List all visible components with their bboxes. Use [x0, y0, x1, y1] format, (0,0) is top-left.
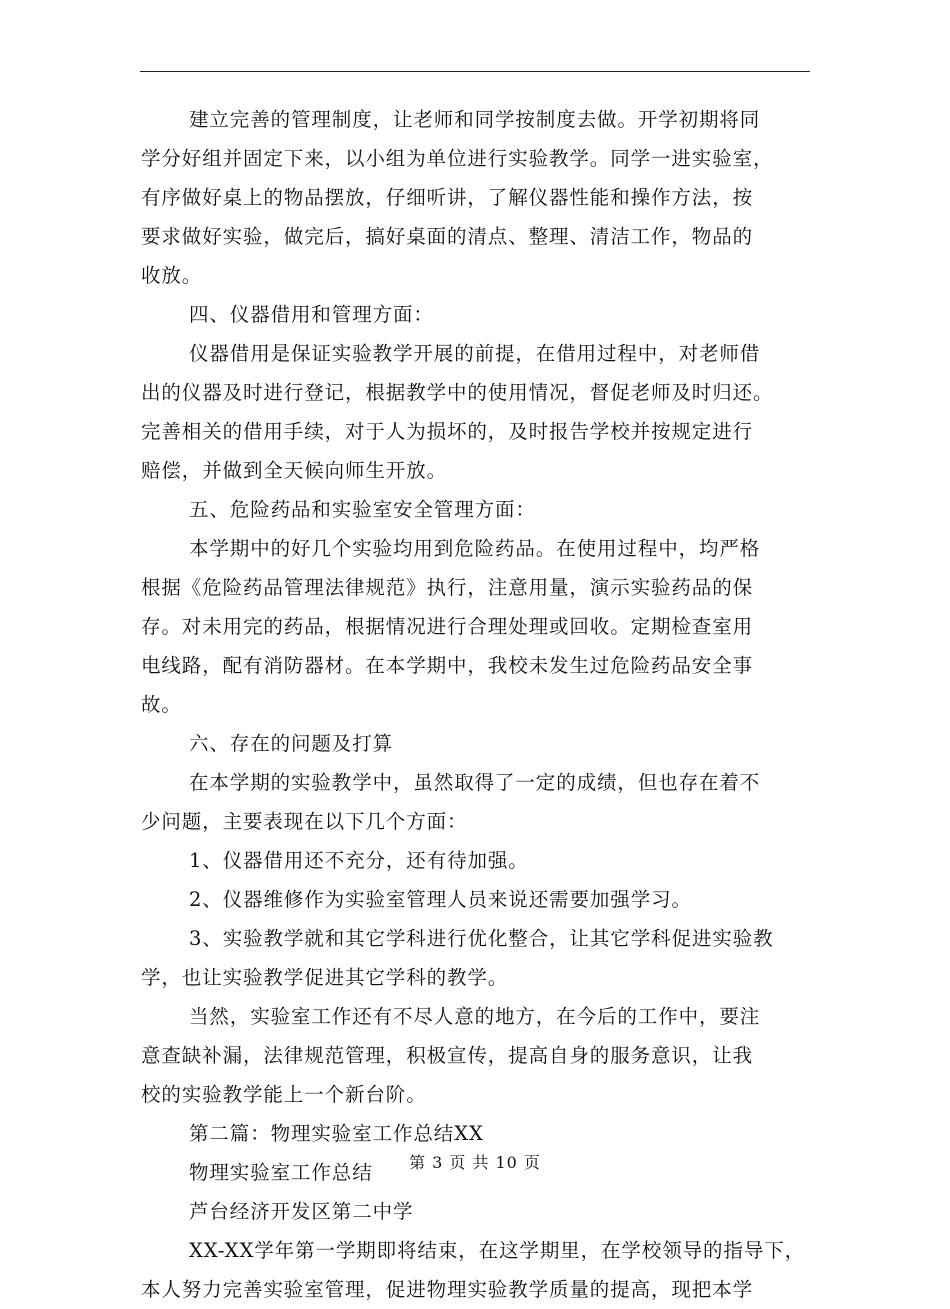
text-line: 电线路，配有消防器材。在本学期中，我校未发生过危险药品安全事: [141, 654, 754, 677]
text-line: 意查缺补漏，法律规范管理，积极宣传，提高自身的服务意识，让我: [141, 1044, 754, 1067]
text-line: 五、危险药品和实验室安全管理方面：: [189, 498, 536, 521]
footer-suffix: 页: [523, 1153, 541, 1172]
text-line: 校的实验教学能上一个新台阶。: [141, 1083, 427, 1106]
footer-middle: 页 共: [449, 1153, 490, 1172]
text-line: 少问题，主要表现在以下几个方面：: [141, 810, 468, 833]
text-line: 芦台经济开发区第二中学: [189, 1200, 414, 1223]
text-line: 四、仪器借用和管理方面：: [189, 303, 434, 326]
text-line: 赔偿，并做到全天候向师生开放。: [141, 459, 448, 482]
text-line: 1、仪器借用还不充分，还有待加强。: [189, 849, 529, 872]
document-body: [141, 100, 821, 1309]
page-footer: [0, 1150, 950, 1173]
text-line: 根据《危险药品管理法律规范》执行，注意用量，演示实验药品的保: [141, 576, 754, 599]
text-line: 收放。: [141, 264, 203, 287]
text-line: 第二篇：物理实验室工作总结XX: [189, 1122, 484, 1145]
text-line: 仪器借用是保证实验教学开展的前提，在借用过程中，对老师借: [189, 342, 761, 365]
text-line: 本学期中的好几个实验均用到危险药品。在使用过程中，均严格: [189, 537, 761, 560]
text-line: 存。对未用完的药品，根据情况进行合理处理或回收。定期检查室用: [141, 615, 754, 638]
text-line: 当然，实验室工作还有不尽人意的地方，在今后的工作中，要注: [189, 1005, 761, 1028]
text-line: 出的仪器及时进行登记，根据教学中的使用情况，督促老师及时归还。: [141, 381, 774, 404]
text-line: 本人努力完善实验室管理，促进物理实验教学质量的提高，现把本学: [141, 1278, 754, 1301]
total-page-count: 10: [495, 1153, 518, 1172]
text-line: 六、存在的问题及打算: [189, 732, 394, 755]
text-line: XX-XX学年第一学期即将结束，在这学期里，在学校领导的指导下，: [189, 1239, 806, 1262]
footer-prefix: 第: [409, 1153, 427, 1172]
text-line: 物理实验室工作总结: [189, 1161, 373, 1184]
text-line: 学，也让实验教学促进其它学科的教学。: [141, 966, 509, 989]
text-line: 在本学期的实验教学中，虽然取得了一定的成绩，但也存在着不: [189, 771, 761, 794]
text-line: 3、实验教学就和其它学科进行优化整合，让其它学科促进实验教: [189, 927, 774, 950]
text-line: 要求做好实验，做完后，搞好桌面的清点、整理、清洁工作，物品的: [141, 225, 754, 248]
current-page-number: 3: [432, 1153, 444, 1172]
text-line: 完善相关的借用手续，对于人为损坏的，及时报告学校并按规定进行: [141, 420, 754, 443]
text-line: 故。: [141, 693, 182, 716]
text-line: 学分好组并固定下来，以小组为单位进行实验教学。同学一进实验室，: [141, 147, 774, 170]
header-rule: [140, 71, 810, 72]
text-line: 建立完善的管理制度，让老师和同学按制度去做。开学初期将同: [189, 108, 761, 131]
text-line: 有序做好桌上的物品摆放，仔细听讲，了解仪器性能和操作方法，按: [141, 186, 754, 209]
text-line: 2、仪器维修作为实验室管理人员来说还需要加强学习。: [189, 888, 692, 911]
